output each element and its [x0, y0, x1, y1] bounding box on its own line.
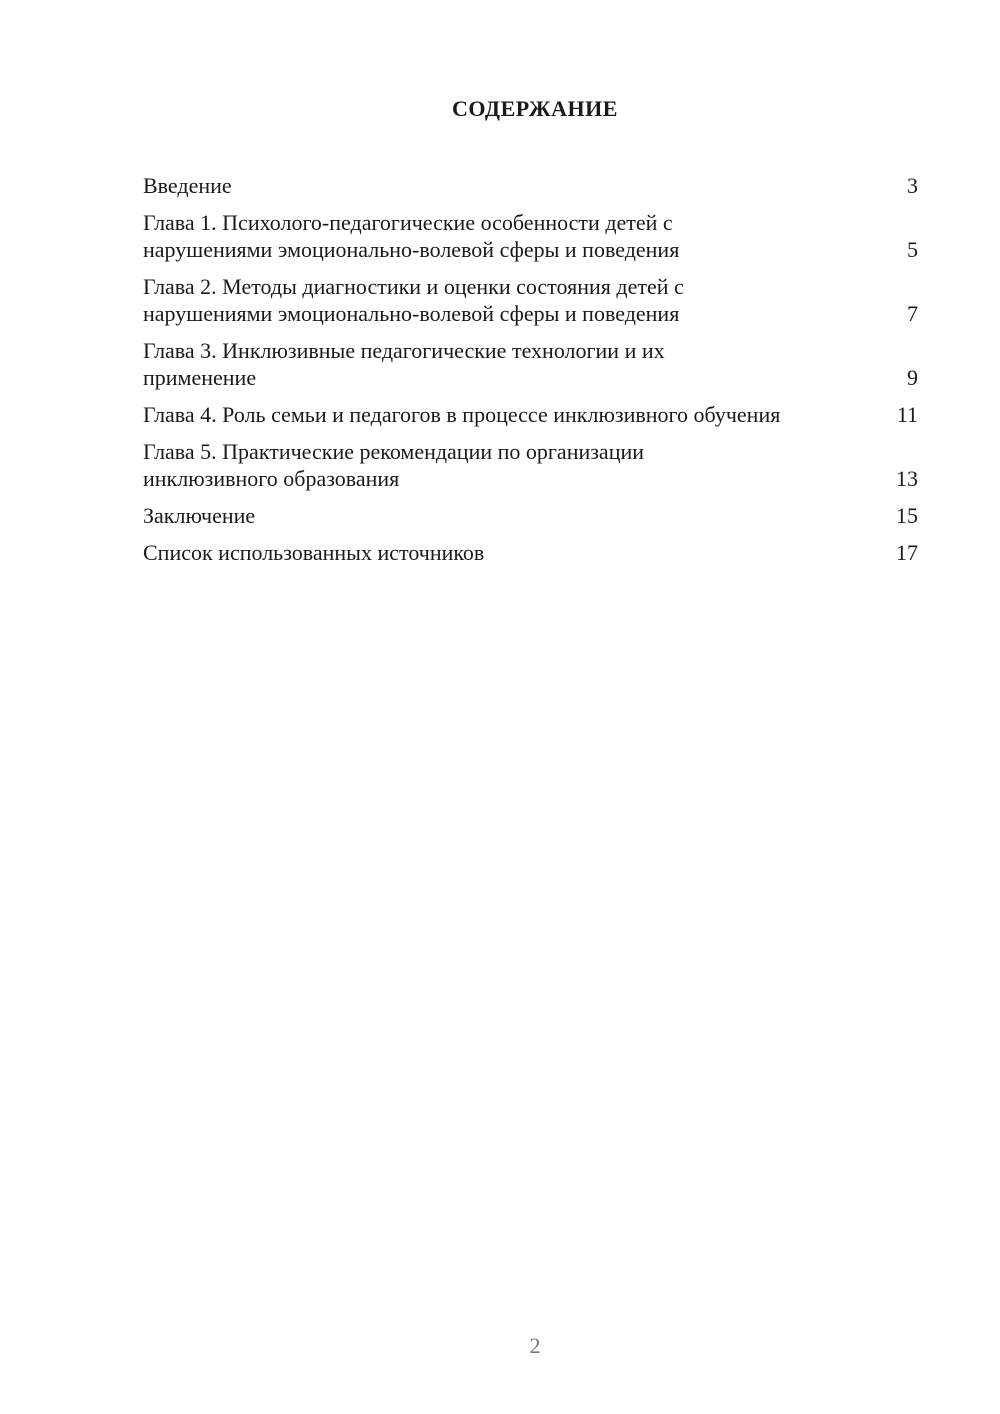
- toc-entry-chapter-4: [143, 401, 918, 428]
- page-number: 2: [529, 1333, 541, 1358]
- toc-entry-page: 7: [907, 301, 918, 326]
- toc-entry-page: 15: [896, 503, 918, 528]
- toc-entry-title: Введение: [143, 173, 232, 198]
- toc-entry-chapter-5: [143, 438, 918, 492]
- toc-entry-conclusion: [143, 502, 918, 529]
- toc-entry-title: Заключение: [143, 503, 256, 528]
- toc-entry-page: 3: [907, 173, 918, 198]
- toc-entry-title: Глава 2. Методы диагностики и оценки состояния детей с нарушениями эмоционально-волевой сферы и поведения: [143, 274, 684, 326]
- toc-entry-chapter-1: [143, 209, 918, 263]
- toc-entry-page: 17: [896, 540, 918, 565]
- toc-entry-title: Глава 3. Инклюзивные педагогические технологии и их применение: [143, 338, 665, 390]
- toc-entry-page: 13: [896, 466, 918, 491]
- toc-entry-introduction: [143, 172, 918, 199]
- toc-entry-title: Глава 1. Психолого-педагогические особенности детей с нарушениями эмоционально-волевой сферы и поведения: [143, 210, 680, 262]
- page-title: СОДЕРЖАНИЕ: [452, 96, 618, 121]
- table-of-contents: [143, 172, 918, 576]
- toc-entry-title: Глава 4. Роль семьи и педагогов в процессе инклюзивного обучения: [143, 402, 781, 427]
- toc-entry-page: 5: [907, 237, 918, 262]
- toc-entry-title: Список использованных источников: [143, 540, 485, 565]
- toc-entry-page: 9: [907, 365, 918, 390]
- toc-entry-title: Глава 5. Практические рекомендации по организации инклюзивного образования: [143, 439, 645, 491]
- toc-entry-references: [143, 539, 918, 566]
- toc-entry-chapter-3: [143, 337, 918, 391]
- toc-entry-page: 11: [896, 402, 918, 427]
- toc-entry-chapter-2: [143, 273, 918, 327]
